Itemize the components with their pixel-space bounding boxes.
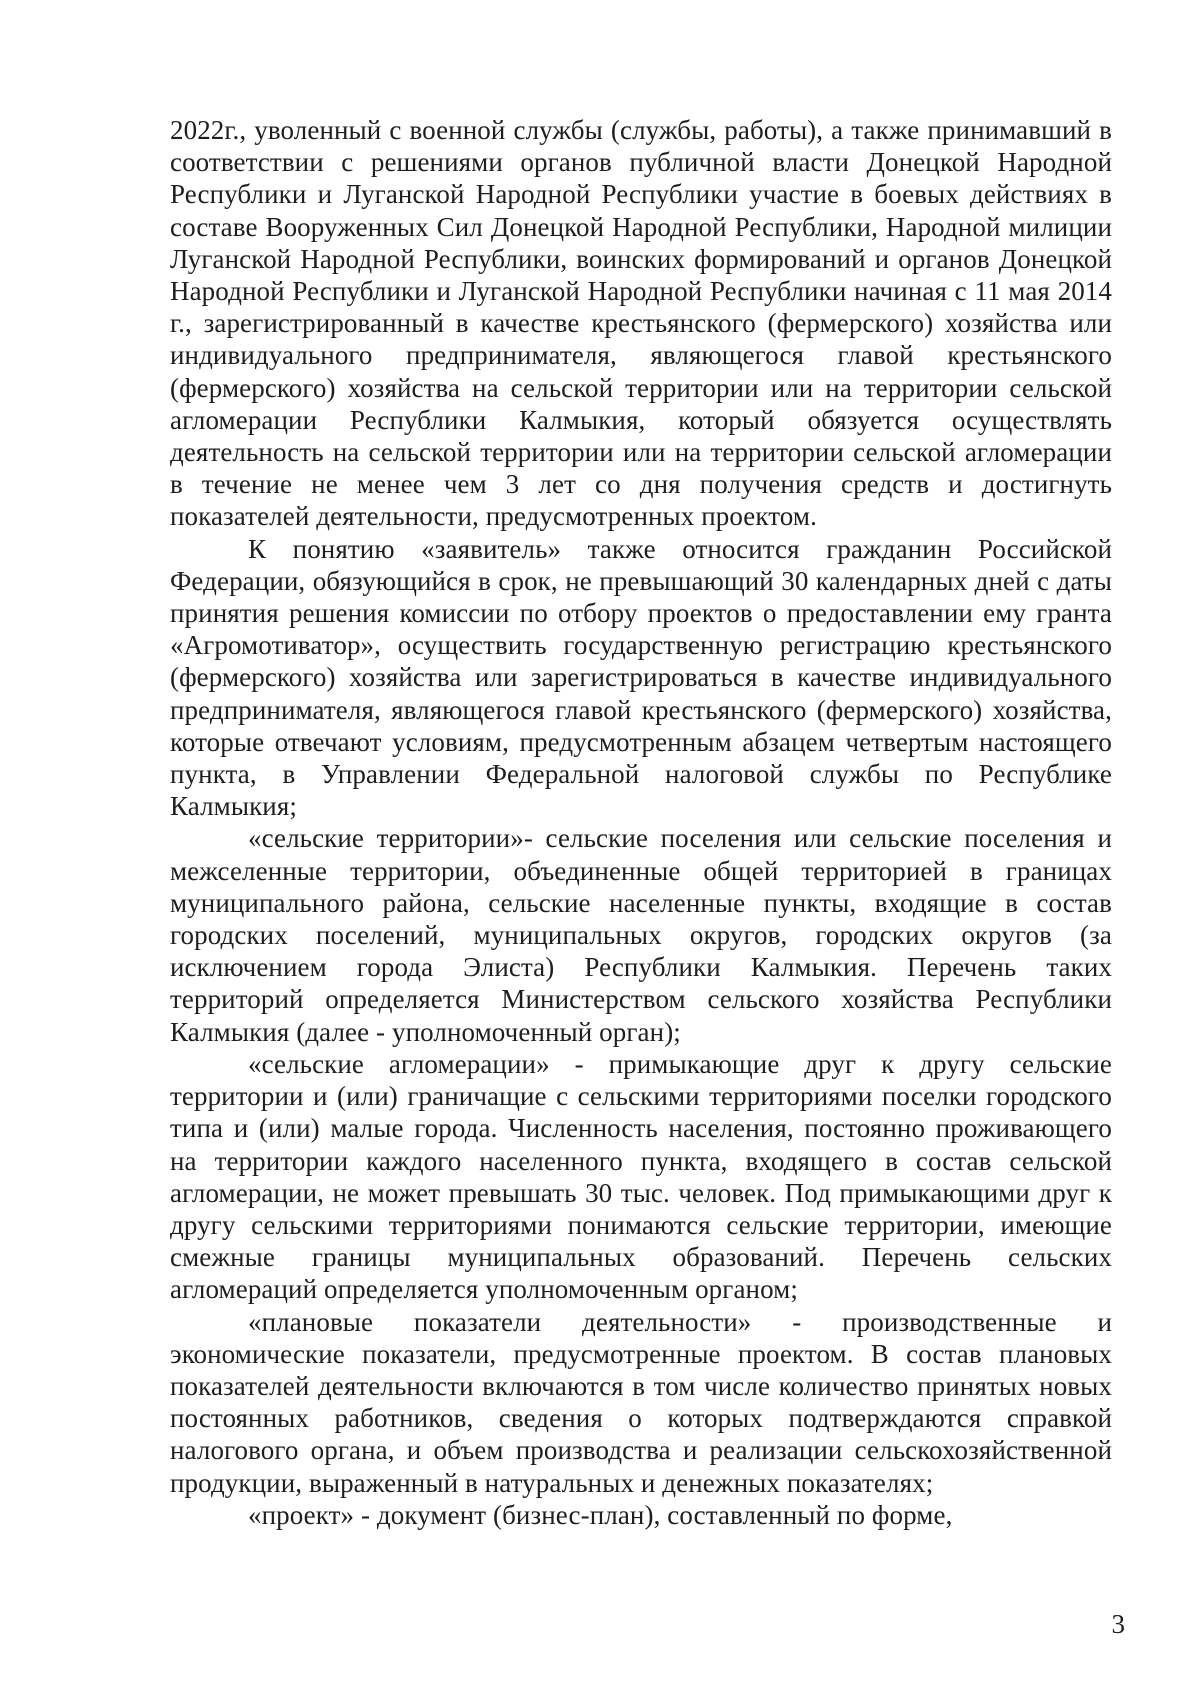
document-body	[170, 114, 1112, 1531]
paragraph-applicant-extension: К понятию «заявитель» также относится гражданин Российской Федерации, обязующийся в срок, не превышающий 30 календарных дней с даты принятия решения комиссии по отбору проектов о предоставлении ему гранта «Агромотиватор», осуществить государственную регистрацию крестьянского (фермерского) хозяйства или зарегистрироваться в качестве индивидуального предпринимателя, являющегося главой крестьянского (фермерского) хозяйства, которые отвечают условиям, предусмотренным абзацем четвертым настоящего пункта, в Управлении Федеральной налоговой службы по Республике Калмыкия;	[170, 533, 1112, 822]
paragraph-rural-agglomerations: «сельские агломерации» - примыкающие друг к другу сельские территории и (или) граничащие с сельскими территориями поселки городского типа и (или) малые города. Численность населения, постоянно проживающего на территории каждого населенного пункта, входящего в состав сельской агломерации, не может превышать 30 тыс. человек. Под примыкающими друг к другу сельскими территориями понимаются сельские территории, имеющие смежные границы муниципальных образований. Перечень сельских агломераций определяется уполномоченным органом;	[170, 1048, 1112, 1305]
paragraph-rural-territories: «сельские территории»- сельские поселения или сельские поселения и межселенные территории, объединенные общей территорией в границах муниципального района, сельские населенные пункты, входящие в состав городских поселений, муниципальных округов, городских округов (за исключением города Элиста) Республики Калмыкия. Перечень таких территорий определяется Министерством сельского хозяйства Республики Калмыкия (далее - уполномоченный орган);	[170, 823, 1112, 1047]
paragraph-applicant-definition-continued: 2022г., уволенный с военной службы (службы, работы), а также принимавший в соответствии с решениями органов публичной власти Донецкой Народной Республики и Луганской Народной Республики участие в боевых действиях в составе Вооруженных Сил Донецкой Народной Республики, Народной милиции Луганской Народной Республики, воинских формирований и органов Донецкой Народной Республики и Луганской Народной Республики начиная с 11 мая 2014 г., зарегистрированный в качестве крестьянского (фермерского) хозяйства или индивидуального предпринимателя, являющегося главой крестьянского (фермерского) хозяйства на сельской территории или на территории сельской агломерации Республики Калмыкия, который обязуется осуществлять деятельность на сельской территории или на территории сельской агломерации в течение не менее чем 3 лет со дня получения средств и достигнуть показателей деятельности, предусмотренных проектом.	[170, 115, 1112, 532]
paragraph-planned-indicators: «плановые показатели деятельности» - производственные и экономические показатели, предусмотренные проектом. В состав плановых показателей деятельности включаются в том числе количество принятых новых постоянных работников, сведения о которых подтверждаются справкой налогового органа, и объем производства и реализации сельскохозяйственной продукции, выраженный в натуральных и денежных показателях;	[170, 1306, 1112, 1498]
page-number: 3	[1111, 1609, 1125, 1639]
paragraph-project-definition: «проект» - документ (бизнес-план), составленный по форме,	[248, 1499, 953, 1530]
